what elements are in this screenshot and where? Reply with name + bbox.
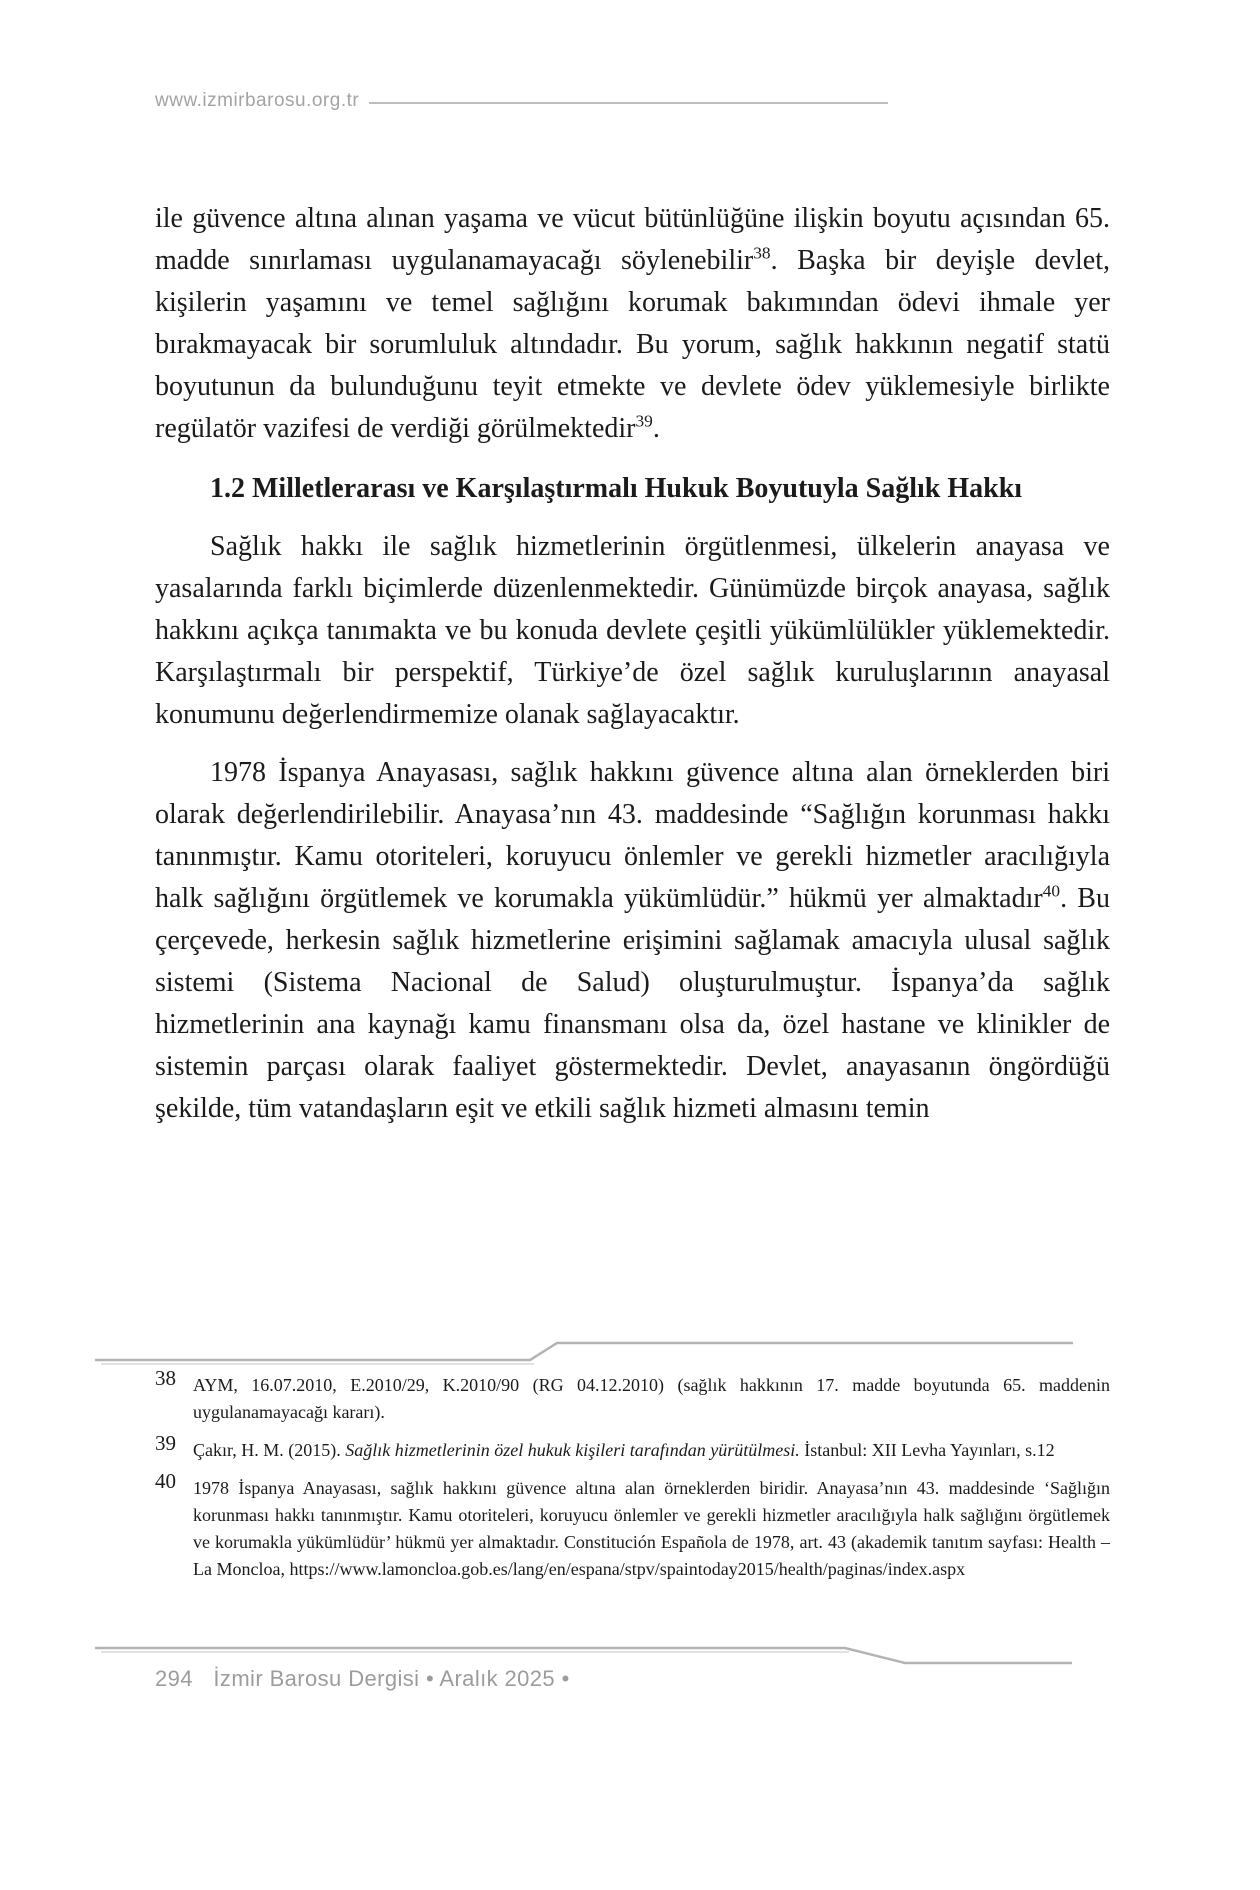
paragraph-3-text: . Bu çerçevede, herkesin sağlık hizmetlerine erişimini sağlamak amacıyla ulusal sağlık sistemi (Sistema Nacional de Salud) oluşturulmuştur. İspanya’da sağlık hizmetlerinin ana kaynağı kamu finansmanı olsa da, özel hastane ve klinikler de sistemin parçası olarak faaliyet göstermektedir. Devlet, anayasanın öngördüğü şekilde, tüm vatandaşların eşit ve etkili sağlık hizmeti almasını temin [155, 883, 1110, 1124]
footnote-text: 1978 İspanya Anayasası, sağlık hakkını güvence altına alan örneklerden biridir. Anayasa’nın 43. maddesinde ‘Sağlığın korunması hakkı tanınmıştır. Kamu otoriteleri, koruyucu önlemler ve gerekli hizmetler aracılığıyla halk sağlığını örgütlemek ve korumakla yükümlüdür’ hükmü yer almaktadır. Constitución Española de 1978, art. 43 (akademik tanıtım sayfası: Health – La Moncloa, https://www.lamoncloa.gob.es/lang/en/espana/stpv/spaintoday2015/health/paginas/index.aspx [193, 1478, 1110, 1579]
page-number: 294 [155, 1666, 193, 1691]
paragraph-1-text: . Başka bir deyişle devlet, kişilerin yaşamını ve temel sağlığını korumak bakımından ödevi ihmale yer bırakmayacak bir sorumluluk altındadır. Bu yorum, sağlık hakkının negatif statü boyutunun da bulunduğunu teyit etmekte ve devlete ödev yüklemesiyle birlikte regülatör vazifesi de verdiği görülmektedir [155, 245, 1110, 444]
paragraph-3 [155, 752, 1110, 1130]
footnote-text: AYM, 16.07.2010, E.2010/29, K.2010/90 (RG 04.12.2010) (sağlık hakkının 17. madde boyutunda 65. maddenin uygulanamayacağı kararı). [193, 1375, 1110, 1422]
header-rule-line [369, 102, 888, 104]
header-website-url: www.izmirbarosu.org.tr [155, 90, 360, 111]
footnote-separator-line [0, 1334, 1260, 1370]
footnotes-section [155, 1366, 1110, 1594]
paragraph-1-text: . [652, 413, 660, 444]
article-body [155, 198, 1110, 1146]
footnote-number: 38 [155, 1366, 176, 1390]
footnote-40 [155, 1469, 1110, 1583]
footnote-number: 39 [155, 1431, 176, 1455]
page-footer [155, 1666, 570, 1692]
footnote-39 [155, 1431, 1110, 1464]
paragraph-2: Sağlık hakkı ile sağlık hizmetlerinin örgütlenmesi, ülkelerin anayasa ve yasalarında farklı biçimlerde düzenlenmektedir. Günümüzde birçok anayasa, sağlık hakkını açıkça tanımakta ve bu konuda devlete çeşitli yükümlülükler yüklemektedir. Karşılaştırmalı bir perspektif, Türkiye’de özel sağlık kuruluşlarının anayasal konumunu değerlendirmemize olanak sağlayacaktır. [155, 531, 1110, 730]
paragraph-1 [155, 198, 1110, 450]
footnote-text-regular: İstanbul: XII Levha Yayınları, s.12 [799, 1440, 1055, 1460]
footnote-ref-40: 40 [1042, 881, 1061, 901]
footnote-ref-38: 38 [753, 243, 771, 263]
footnote-text [193, 1437, 1110, 1464]
footnote-number: 40 [155, 1469, 176, 1493]
paragraph-3-text: 1978 İspanya Anayasası, sağlık hakkını güvence altına alan örneklerden biri olarak değerlendirilebilir. Anayasa’nın 43. maddesinde “Sağlığın korunması hakkı tanınmıştır. Kamu otoriteleri, koruyucu önlemler ve gerekli hizmetler aracılığıyla halk sağlığını örgütlemek ve korumakla yükümlüdür.” hükmü yer almaktadır [155, 757, 1110, 914]
footnote-38 [155, 1366, 1110, 1426]
page-header [155, 90, 888, 112]
footnote-text-regular: Çakır, H. M. (2015). [193, 1440, 346, 1460]
paragraph-1-text: ile güvence altına alınan yaşama ve vücut bütünlüğüne ilişkin boyutu açısından 65. madde sınırlaması uygulanamayacağı söylenebilir [155, 203, 1110, 276]
section-heading: 1.2 Milletlerarası ve Karşılaştırmalı Hukuk Boyutuyla Sağlık Hakkı [210, 473, 1023, 504]
footnote-ref-39: 39 [635, 411, 653, 431]
footnote-text-italic: Sağlık hizmetlerinin özel hukuk kişileri tarafından yürütülmesi. [345, 1440, 800, 1460]
journal-title: İzmir Barosu Dergisi • Aralık 2025 • [213, 1666, 570, 1691]
